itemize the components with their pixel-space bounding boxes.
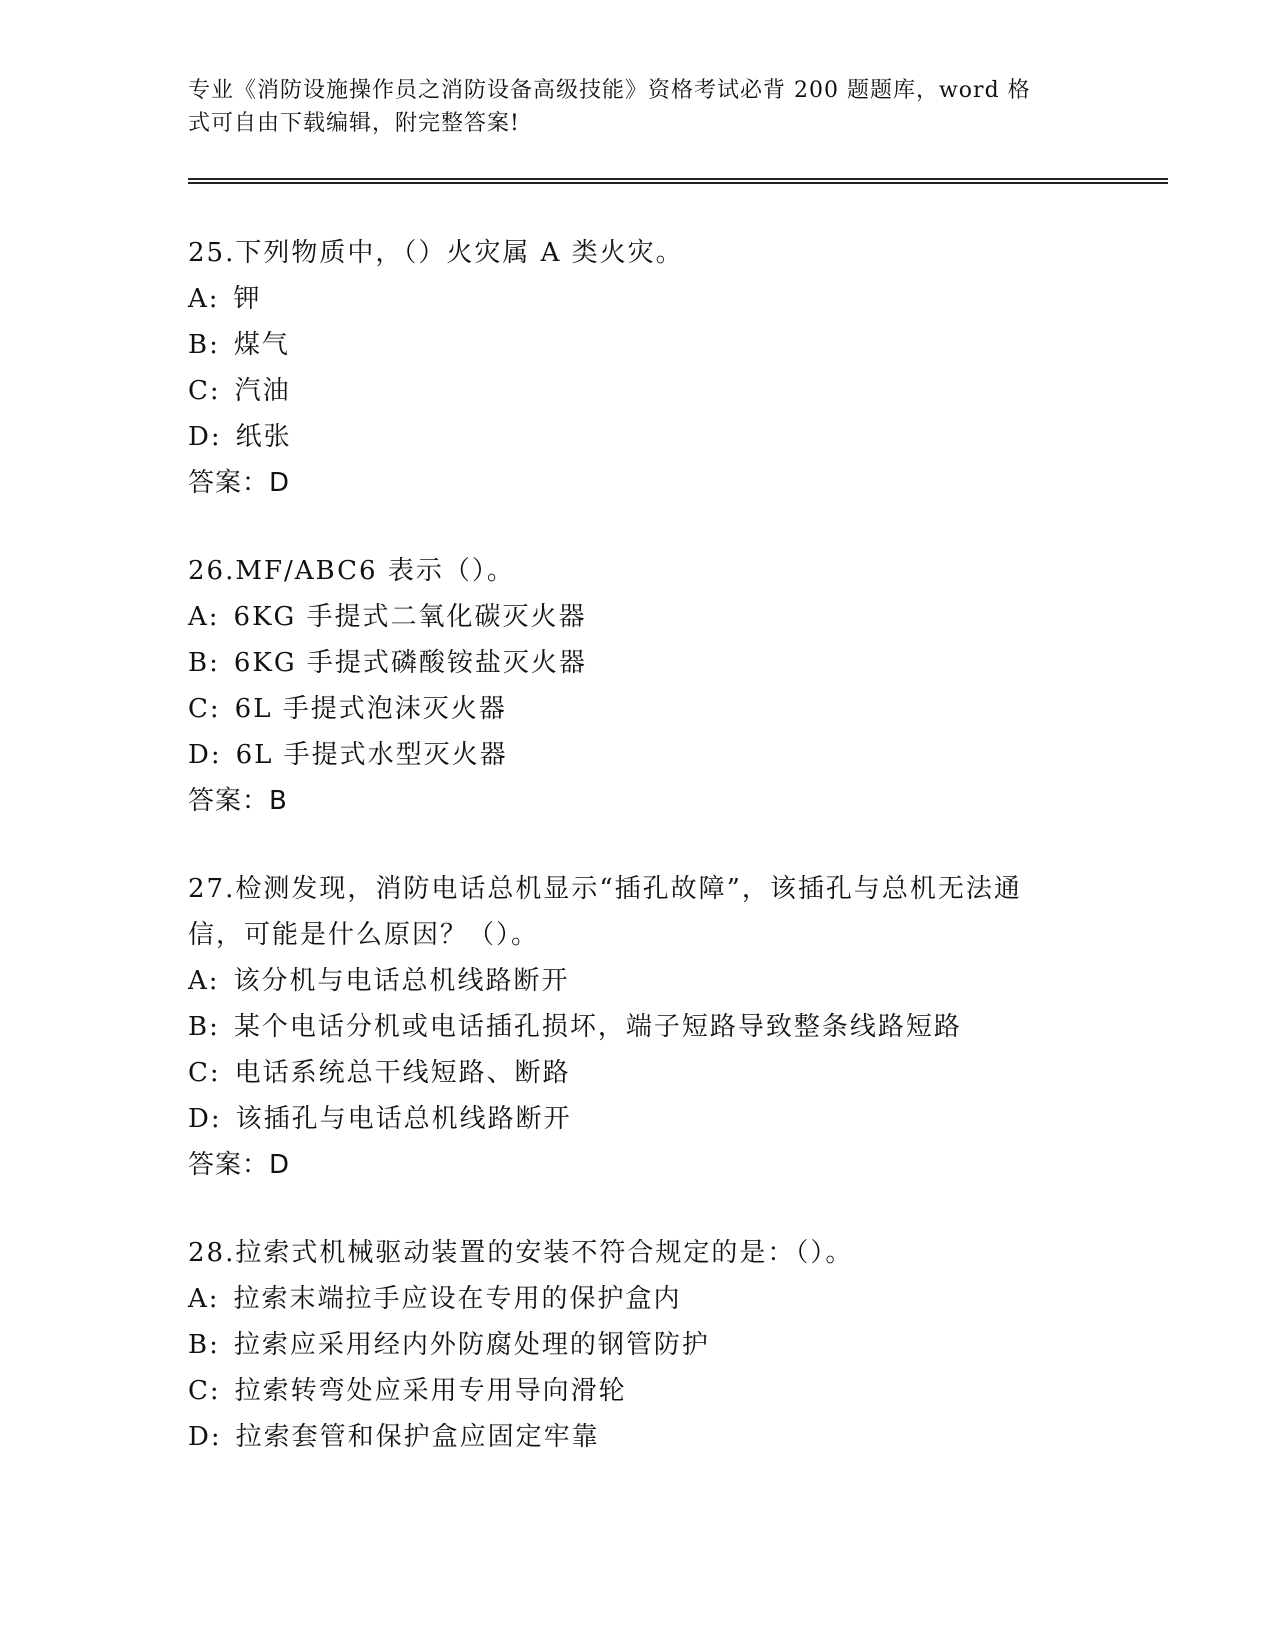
option-text: 煤气 [233,330,290,360]
option-letter: C: [188,376,221,406]
option-text: 电话系统总干线短路、断路 [234,1058,571,1088]
document-header [188,74,1088,140]
option-letter: C: [188,1058,221,1088]
answer-line: 答案：D [188,1150,291,1180]
question-stem: 25.下列物质中，（）火灾属 A 类火灾。 [188,238,684,268]
answer-line: 答案：D [188,468,291,498]
option-c [188,686,1088,732]
option-letter: C: [188,1376,221,1406]
question-26 [188,548,1088,824]
option-text: 该插孔与电话总机线路断开 [235,1104,572,1134]
option-letter: A: [188,602,220,632]
option-text: 该分机与电话总机线路断开 [233,966,570,996]
option-letter: B: [188,1330,220,1360]
option-b [188,1004,1088,1050]
option-text: 汽油 [234,376,291,406]
option-text: 拉索转弯处应采用专用导向滑轮 [234,1376,627,1406]
option-c [188,1050,1088,1096]
option-letter: A: [188,1284,220,1314]
option-text: 6KG 手提式磷酸铵盐灭火器 [233,648,587,678]
question-28 [188,1230,1088,1460]
option-letter: A: [188,284,220,314]
option-d [188,414,1088,460]
option-text: 钾 [233,284,262,314]
option-text: 某个电话分机或电话插孔损坏，端子短路导致整条线路短路 [233,1012,962,1042]
option-letter: C: [188,694,221,724]
option-d [188,732,1088,778]
question-25 [188,230,1088,506]
option-text: 拉索应采用经内外防腐处理的钢管防护 [233,1330,710,1360]
option-text: 6KG 手提式二氧化碳灭火器 [233,602,587,632]
option-b [188,322,1088,368]
option-letter: B: [188,1012,220,1042]
option-text: 6L 手提式水型灭火器 [235,740,508,770]
option-letter: B: [188,648,220,678]
option-a [188,958,1088,1004]
option-letter: A: [188,966,220,996]
option-text: 6L 手提式泡沫灭火器 [234,694,507,724]
header-line-2: 式可自由下载编辑，附完整答案! [188,111,520,136]
question-stem-line-1: 27.检测发现，消防电话总机显示“插孔故障”，该插孔与总机无法通 [188,874,1022,904]
option-b [188,640,1088,686]
option-a [188,276,1088,322]
option-letter: D: [188,1104,222,1134]
option-c [188,1368,1088,1414]
option-text: 拉索末端拉手应设在专用的保护盒内 [233,1284,682,1314]
option-letter: D: [188,1422,222,1452]
answer-line: 答案：B [188,786,288,816]
option-a [188,1276,1088,1322]
option-a [188,594,1088,640]
question-stem: 26.MF/ABC6 表示（）。 [188,556,515,586]
option-letter: B: [188,330,220,360]
option-d [188,1096,1088,1142]
option-letter: D: [188,740,222,770]
header-line-1: 专业《消防设施操作员之消防设备高级技能》资格考试必背 200 题题库，word 格 [188,78,1031,103]
option-letter: D: [188,422,222,452]
header-divider [188,178,1168,184]
question-stem-line-2: 信，可能是什么原因？（）。 [188,920,540,950]
question-stem: 28.拉索式机械驱动装置的安装不符合规定的是：（）。 [188,1238,854,1268]
option-text: 拉索套管和保护盒应固定牢靠 [235,1422,600,1452]
option-text: 纸张 [235,422,292,452]
option-d [188,1414,1088,1460]
option-c [188,368,1088,414]
option-b [188,1322,1088,1368]
question-27 [188,866,1088,1188]
